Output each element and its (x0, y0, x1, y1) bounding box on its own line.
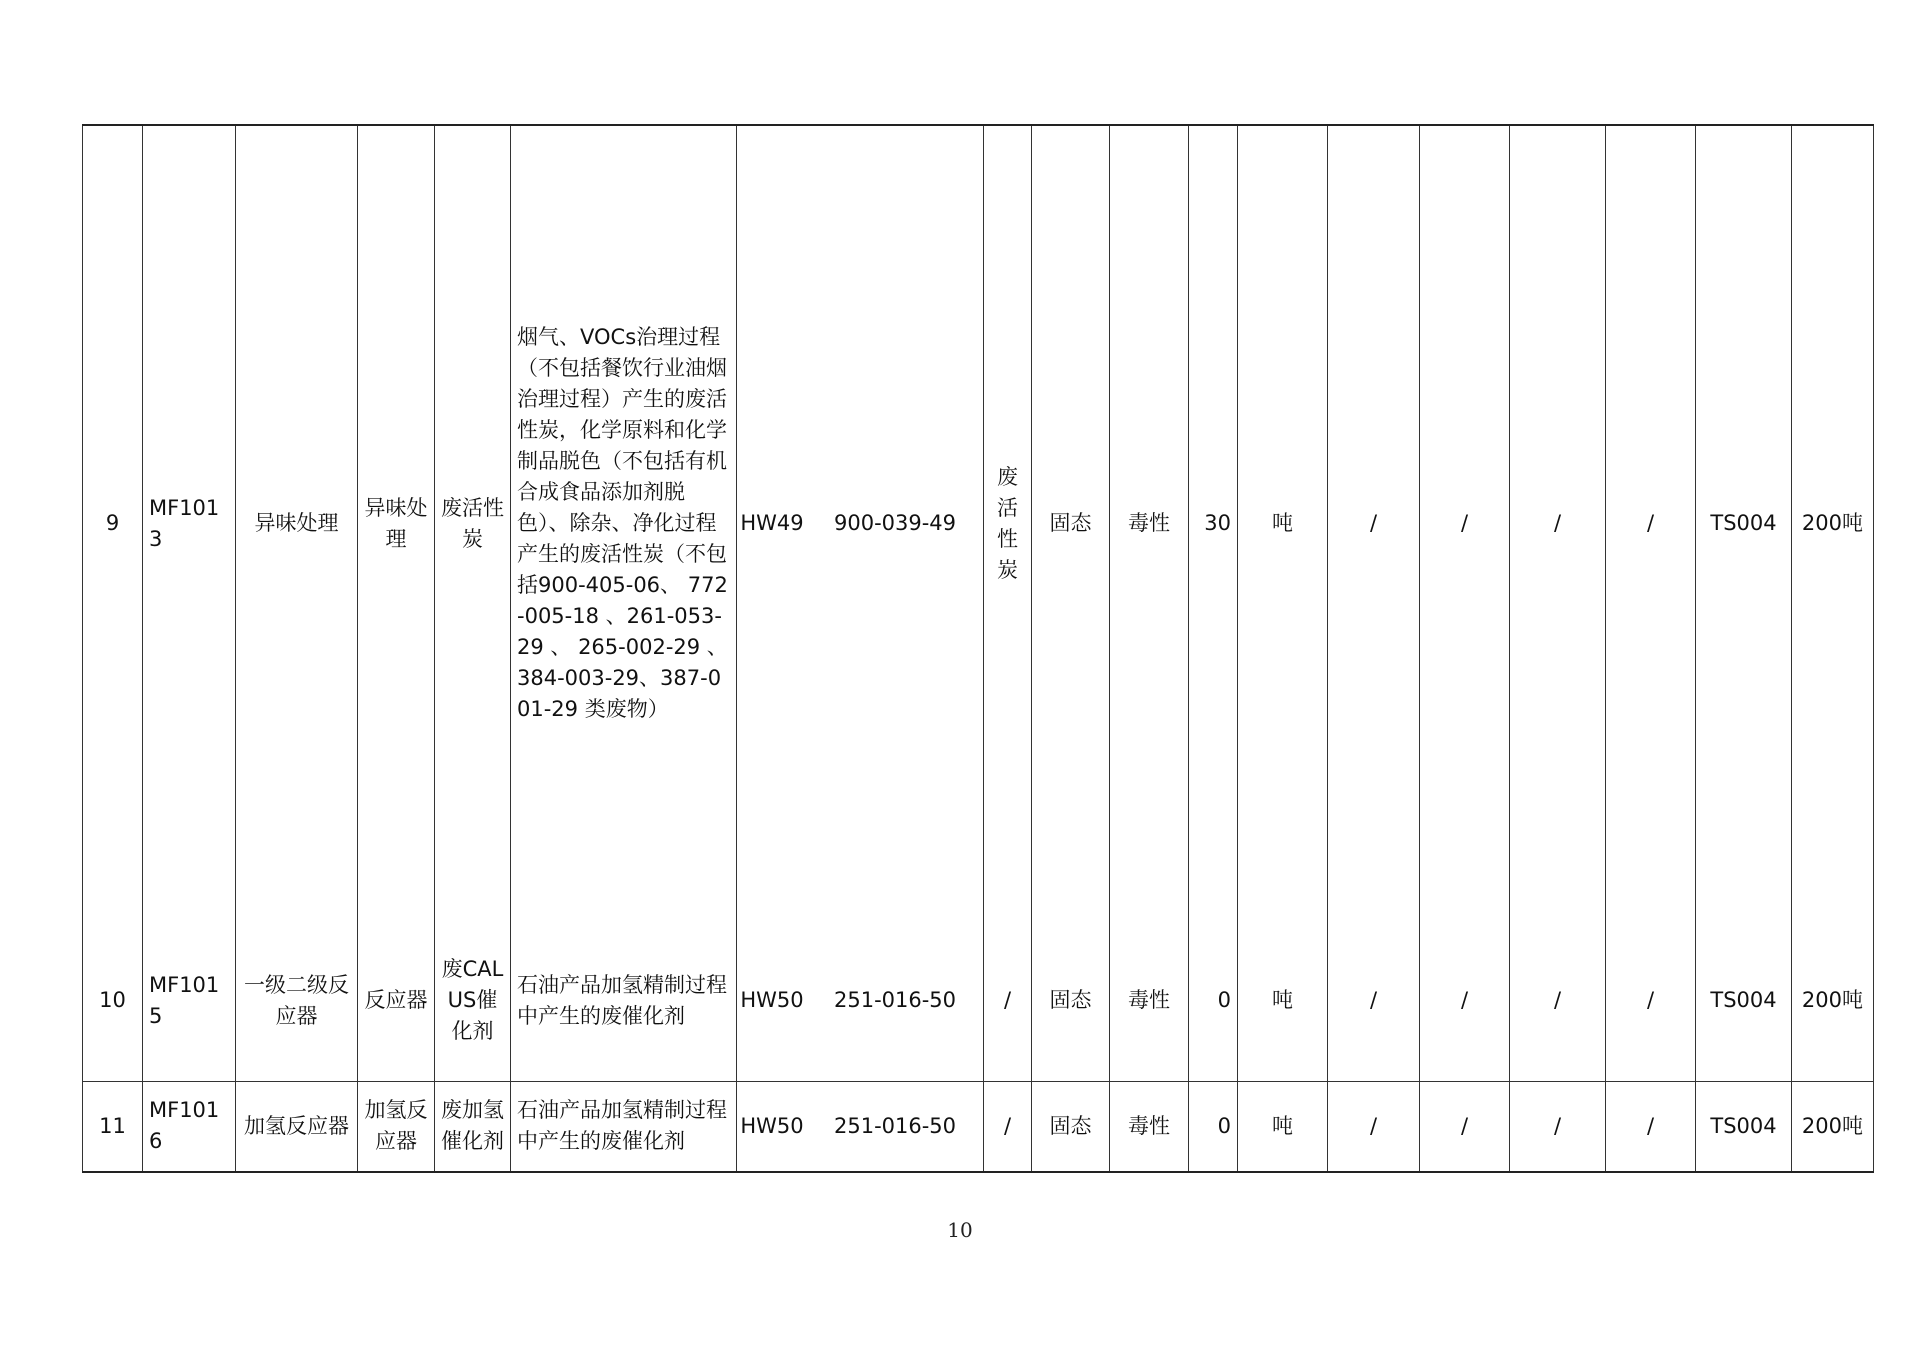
waste-category-and-code (737, 1081, 984, 1172)
column-a: / (1328, 1081, 1420, 1172)
column-d: / (1606, 921, 1696, 1081)
waste-source-text: 石油产品加氢精制过程中产生的废催化剂 (517, 1098, 727, 1154)
waste-code: 251-016-50 (833, 1113, 957, 1138)
waste-source-description (511, 125, 737, 921)
column-c: / (1510, 921, 1606, 1081)
process-name: 加氢反应器 (358, 1081, 435, 1172)
waste-source-description (511, 1081, 737, 1172)
facility-code: MF1015 (143, 921, 236, 1081)
waste-category: HW50 (740, 1113, 804, 1138)
waste-category-and-code (737, 921, 984, 1081)
amount: 0 (1189, 1081, 1238, 1172)
hazard-property: 毒性 (1110, 921, 1189, 1081)
hazardous-waste-table (82, 124, 1874, 1173)
table-row (83, 1081, 1874, 1172)
unit: 吨 (1238, 1081, 1328, 1172)
hazard-property: 毒性 (1110, 1081, 1189, 1172)
page-number: 10 (947, 1218, 973, 1242)
waste-code: 900-039-49 (833, 511, 957, 535)
unit: 吨 (1238, 921, 1328, 1081)
table-row (83, 921, 1874, 1081)
storage-capacity: 200吨 (1792, 921, 1874, 1081)
waste-category: HW49 (740, 511, 804, 535)
column-d: / (1606, 1081, 1696, 1172)
waste-source-text: 烟气、VOCs治理过程（不包括餐饮行业油烟治理过程）产生的废活性炭，化学原料和化学制品脱色（不包括有机合成食品添加剂脱色）、除杂、净化过程产生的废活性炭（不包括900-405-06、 772-005-18 、261-053-29 、 265-002-29 、384-003-29、387-001-29 类废物） (517, 325, 728, 721)
physical-form: 固态 (1032, 125, 1110, 921)
row-number: 11 (83, 1081, 143, 1172)
storage-capacity: 200吨 (1792, 125, 1874, 921)
process-name: 反应器 (358, 921, 435, 1081)
disposal-method: TS004 (1696, 125, 1792, 921)
column-a: / (1328, 921, 1420, 1081)
waste-category: HW50 (740, 988, 804, 1013)
waste-name: 废加氢催化剂 (435, 1081, 511, 1172)
column-a: / (1328, 125, 1420, 921)
row-number: 10 (83, 921, 143, 1081)
facility-name: 加氢反应器 (236, 1081, 358, 1172)
row-number: 9 (83, 125, 143, 921)
facility-name: 一级二级反应器 (236, 921, 358, 1081)
column-c: / (1510, 1081, 1606, 1172)
waste-name: 废CALUS催化剂 (435, 921, 511, 1081)
column-b: / (1420, 1081, 1510, 1172)
column-b: / (1420, 125, 1510, 921)
disposal-method: TS004 (1696, 1081, 1792, 1172)
waste-source-description (511, 921, 737, 1081)
column-b: / (1420, 921, 1510, 1081)
waste-code: 251-016-50 (833, 988, 957, 1013)
main-component: / (984, 1081, 1032, 1172)
physical-form: 固态 (1032, 1081, 1110, 1172)
facility-code: MF1013 (143, 125, 236, 921)
main-component: 废活性炭 (984, 125, 1032, 921)
hazard-property: 毒性 (1110, 125, 1189, 921)
amount: 0 (1189, 921, 1238, 1081)
amount: 30 (1189, 125, 1238, 921)
process-name: 异味处理 (358, 125, 435, 921)
waste-category-and-code (737, 125, 984, 921)
table-row (83, 125, 1874, 921)
unit: 吨 (1238, 125, 1328, 921)
column-d: / (1606, 125, 1696, 921)
waste-name: 废活性炭 (435, 125, 511, 921)
disposal-method: TS004 (1696, 921, 1792, 1081)
column-c: / (1510, 125, 1606, 921)
physical-form: 固态 (1032, 921, 1110, 1081)
facility-name: 异味处理 (236, 125, 358, 921)
main-component: / (984, 921, 1032, 1081)
storage-capacity: 200吨 (1792, 1081, 1874, 1172)
facility-code: MF1016 (143, 1081, 236, 1172)
waste-source-text: 石油产品加氢精制过程中产生的废催化剂 (517, 972, 727, 1028)
